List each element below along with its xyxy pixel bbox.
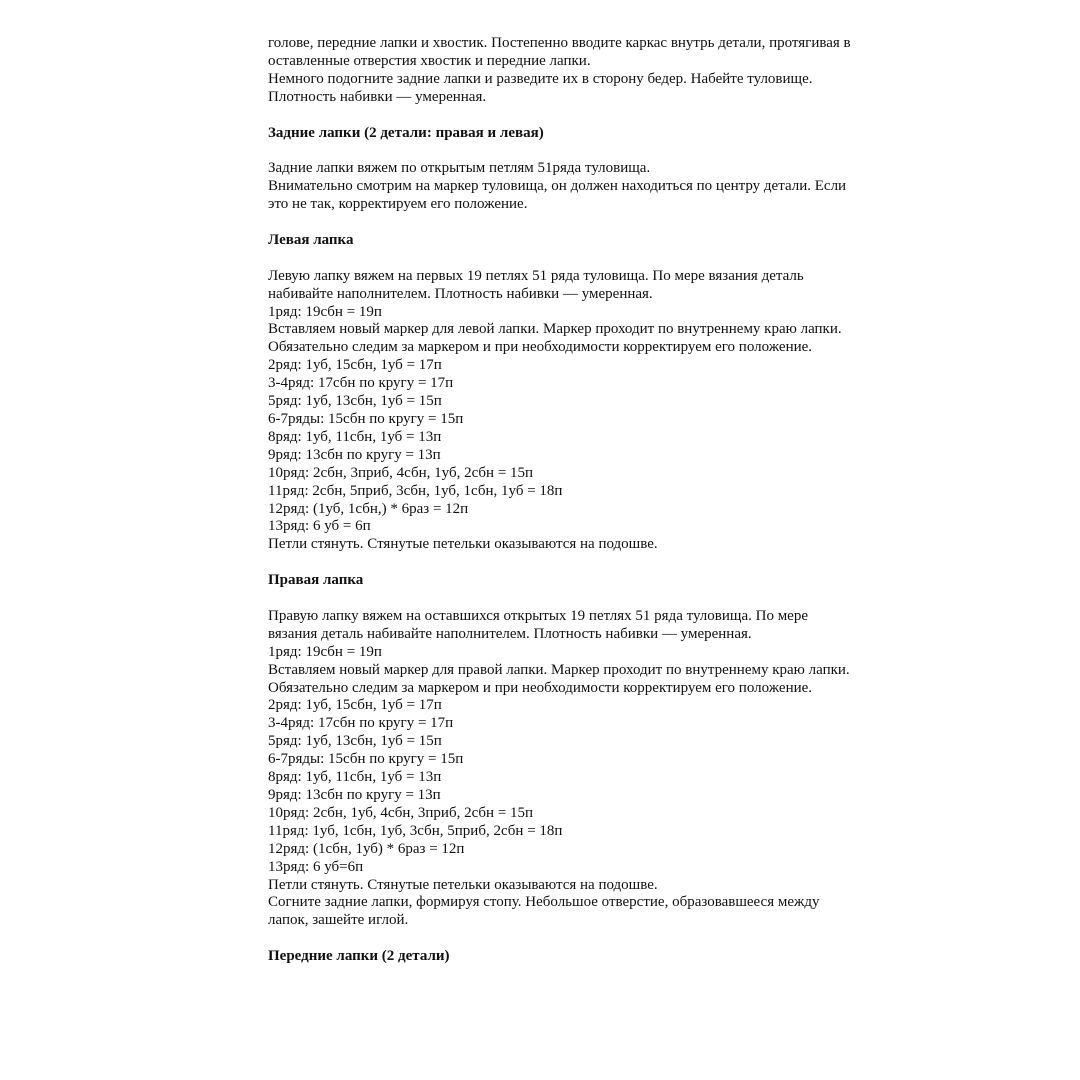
text-line: Вставляем новый маркер для левой лапки. Маркер проходит по внутреннему краю лапки.	[268, 321, 842, 338]
text-line: Немного подогните задние лапки и разведите их в сторону бедер. Набейте туловище.	[268, 70, 813, 87]
section-heading: Передние лапки (2 детали)	[268, 948, 450, 965]
row-instruction: 11ряд: 1уб, 1сбн, 1уб, 3сбн, 5приб, 2сбн = 18п	[268, 822, 563, 839]
section-hind-legs	[268, 125, 908, 215]
row-instruction: 6-7ряды: 15сбн по кругу = 15п	[268, 410, 464, 427]
text-line: Петли стянуть. Стянутые петельки оказываются на подошве.	[268, 536, 658, 553]
spacer	[268, 142, 908, 160]
section-left-leg	[268, 232, 908, 554]
text-line: Обязательно следим за маркером и при необходимости корректируем его положение.	[268, 339, 813, 356]
row-instruction: 9ряд: 13сбн по кругу = 13п	[268, 446, 441, 463]
row-instruction: 12ряд: (1уб, 1сбн,) * 6раз = 12п	[268, 500, 469, 517]
text-line: Согните задние лапки, формируя стопу. Небольшое отверстие, образовавшееся между	[268, 894, 820, 911]
text-line: лапок, зашейте иглой.	[268, 912, 409, 929]
row-instruction: 1ряд: 19сбн = 19п	[268, 303, 382, 320]
spacer	[268, 590, 908, 608]
section-heading: Левая лапка	[268, 231, 354, 248]
section-heading: Задние лапки (2 детали: правая и левая)	[268, 124, 544, 141]
text-line: вязания деталь набивайте наполнителем. Плотность набивки — умеренная.	[268, 625, 752, 642]
text-line: Петли стянуть. Стянутые петельки оказываются на подошве.	[268, 876, 658, 893]
row-instruction: 2ряд: 1уб, 15сбн, 1уб = 17п	[268, 697, 442, 714]
text-line: Задние лапки вяжем по открытым петлям 51ряда туловища.	[268, 160, 651, 177]
section-heading: Правая лапка	[268, 572, 364, 589]
text-line: Плотность набивки — умеренная.	[268, 88, 487, 105]
spacer	[268, 250, 908, 268]
row-instruction: 13ряд: 6 уб=6п	[268, 858, 364, 875]
text-line: Правую лапку вяжем на оставшихся открытых 19 петлях 51 ряда туловища. По мере	[268, 607, 808, 624]
row-instruction: 6-7ряды: 15сбн по кругу = 15п	[268, 751, 464, 768]
row-instruction: 10ряд: 2сбн, 3приб, 4сбн, 1уб, 2сбн = 15п	[268, 464, 534, 481]
text-line: это не так, корректируем его положение.	[268, 196, 528, 213]
text-line: набивайте наполнителем. Плотность набивки — умеренная.	[268, 285, 653, 302]
row-instruction: 13ряд: 6 уб = 6п	[268, 518, 371, 535]
row-instruction: 8ряд: 1уб, 11сбн, 1уб = 13п	[268, 428, 442, 445]
section-front-legs	[268, 948, 908, 966]
spacer	[268, 930, 908, 948]
text-line: оставленные отверстия хвостик и передние лапки.	[268, 52, 591, 69]
document-page	[268, 35, 908, 966]
text-line: Вставляем новый маркер для правой лапки. Маркер проходит по внутреннему краю лапки.	[268, 661, 850, 678]
section-right-leg	[268, 572, 908, 930]
intro-paragraph	[268, 35, 908, 107]
text-line: Левую лапку вяжем на первых 19 петлях 51 ряда туловища. По мере вязания деталь	[268, 267, 804, 284]
row-instruction: 5ряд: 1уб, 13сбн, 1уб = 15п	[268, 733, 442, 750]
text-line: Обязательно следим за маркером и при необходимости корректируем его положение.	[268, 679, 813, 696]
row-instruction: 11ряд: 2сбн, 5приб, 3сбн, 1уб, 1сбн, 1уб = 18п	[268, 482, 563, 499]
row-instruction: 3-4ряд: 17сбн по кругу = 17п	[268, 375, 454, 392]
row-instruction: 8ряд: 1уб, 11сбн, 1уб = 13п	[268, 769, 442, 786]
row-instruction: 1ряд: 19сбн = 19п	[268, 643, 382, 660]
row-instruction: 12ряд: (1сбн, 1уб) * 6раз = 12п	[268, 840, 465, 857]
text-line: голове, передние лапки и хвостик. Постепенно вводите каркас внутрь детали, протягивая в	[268, 35, 851, 51]
row-instruction: 2ряд: 1уб, 15сбн, 1уб = 17п	[268, 357, 442, 374]
row-instruction: 10ряд: 2сбн, 1уб, 4сбн, 3приб, 2сбн = 15п	[268, 804, 534, 821]
row-instruction: 9ряд: 13сбн по кругу = 13п	[268, 786, 441, 803]
spacer	[268, 554, 908, 572]
row-instruction: 3-4ряд: 17сбн по кругу = 17п	[268, 715, 454, 732]
spacer	[268, 107, 908, 125]
text-line: Внимательно смотрим на маркер туловища, он должен находиться по центру детали. Если	[268, 178, 847, 195]
spacer	[268, 214, 908, 232]
row-instruction: 5ряд: 1уб, 13сбн, 1уб = 15п	[268, 393, 442, 410]
